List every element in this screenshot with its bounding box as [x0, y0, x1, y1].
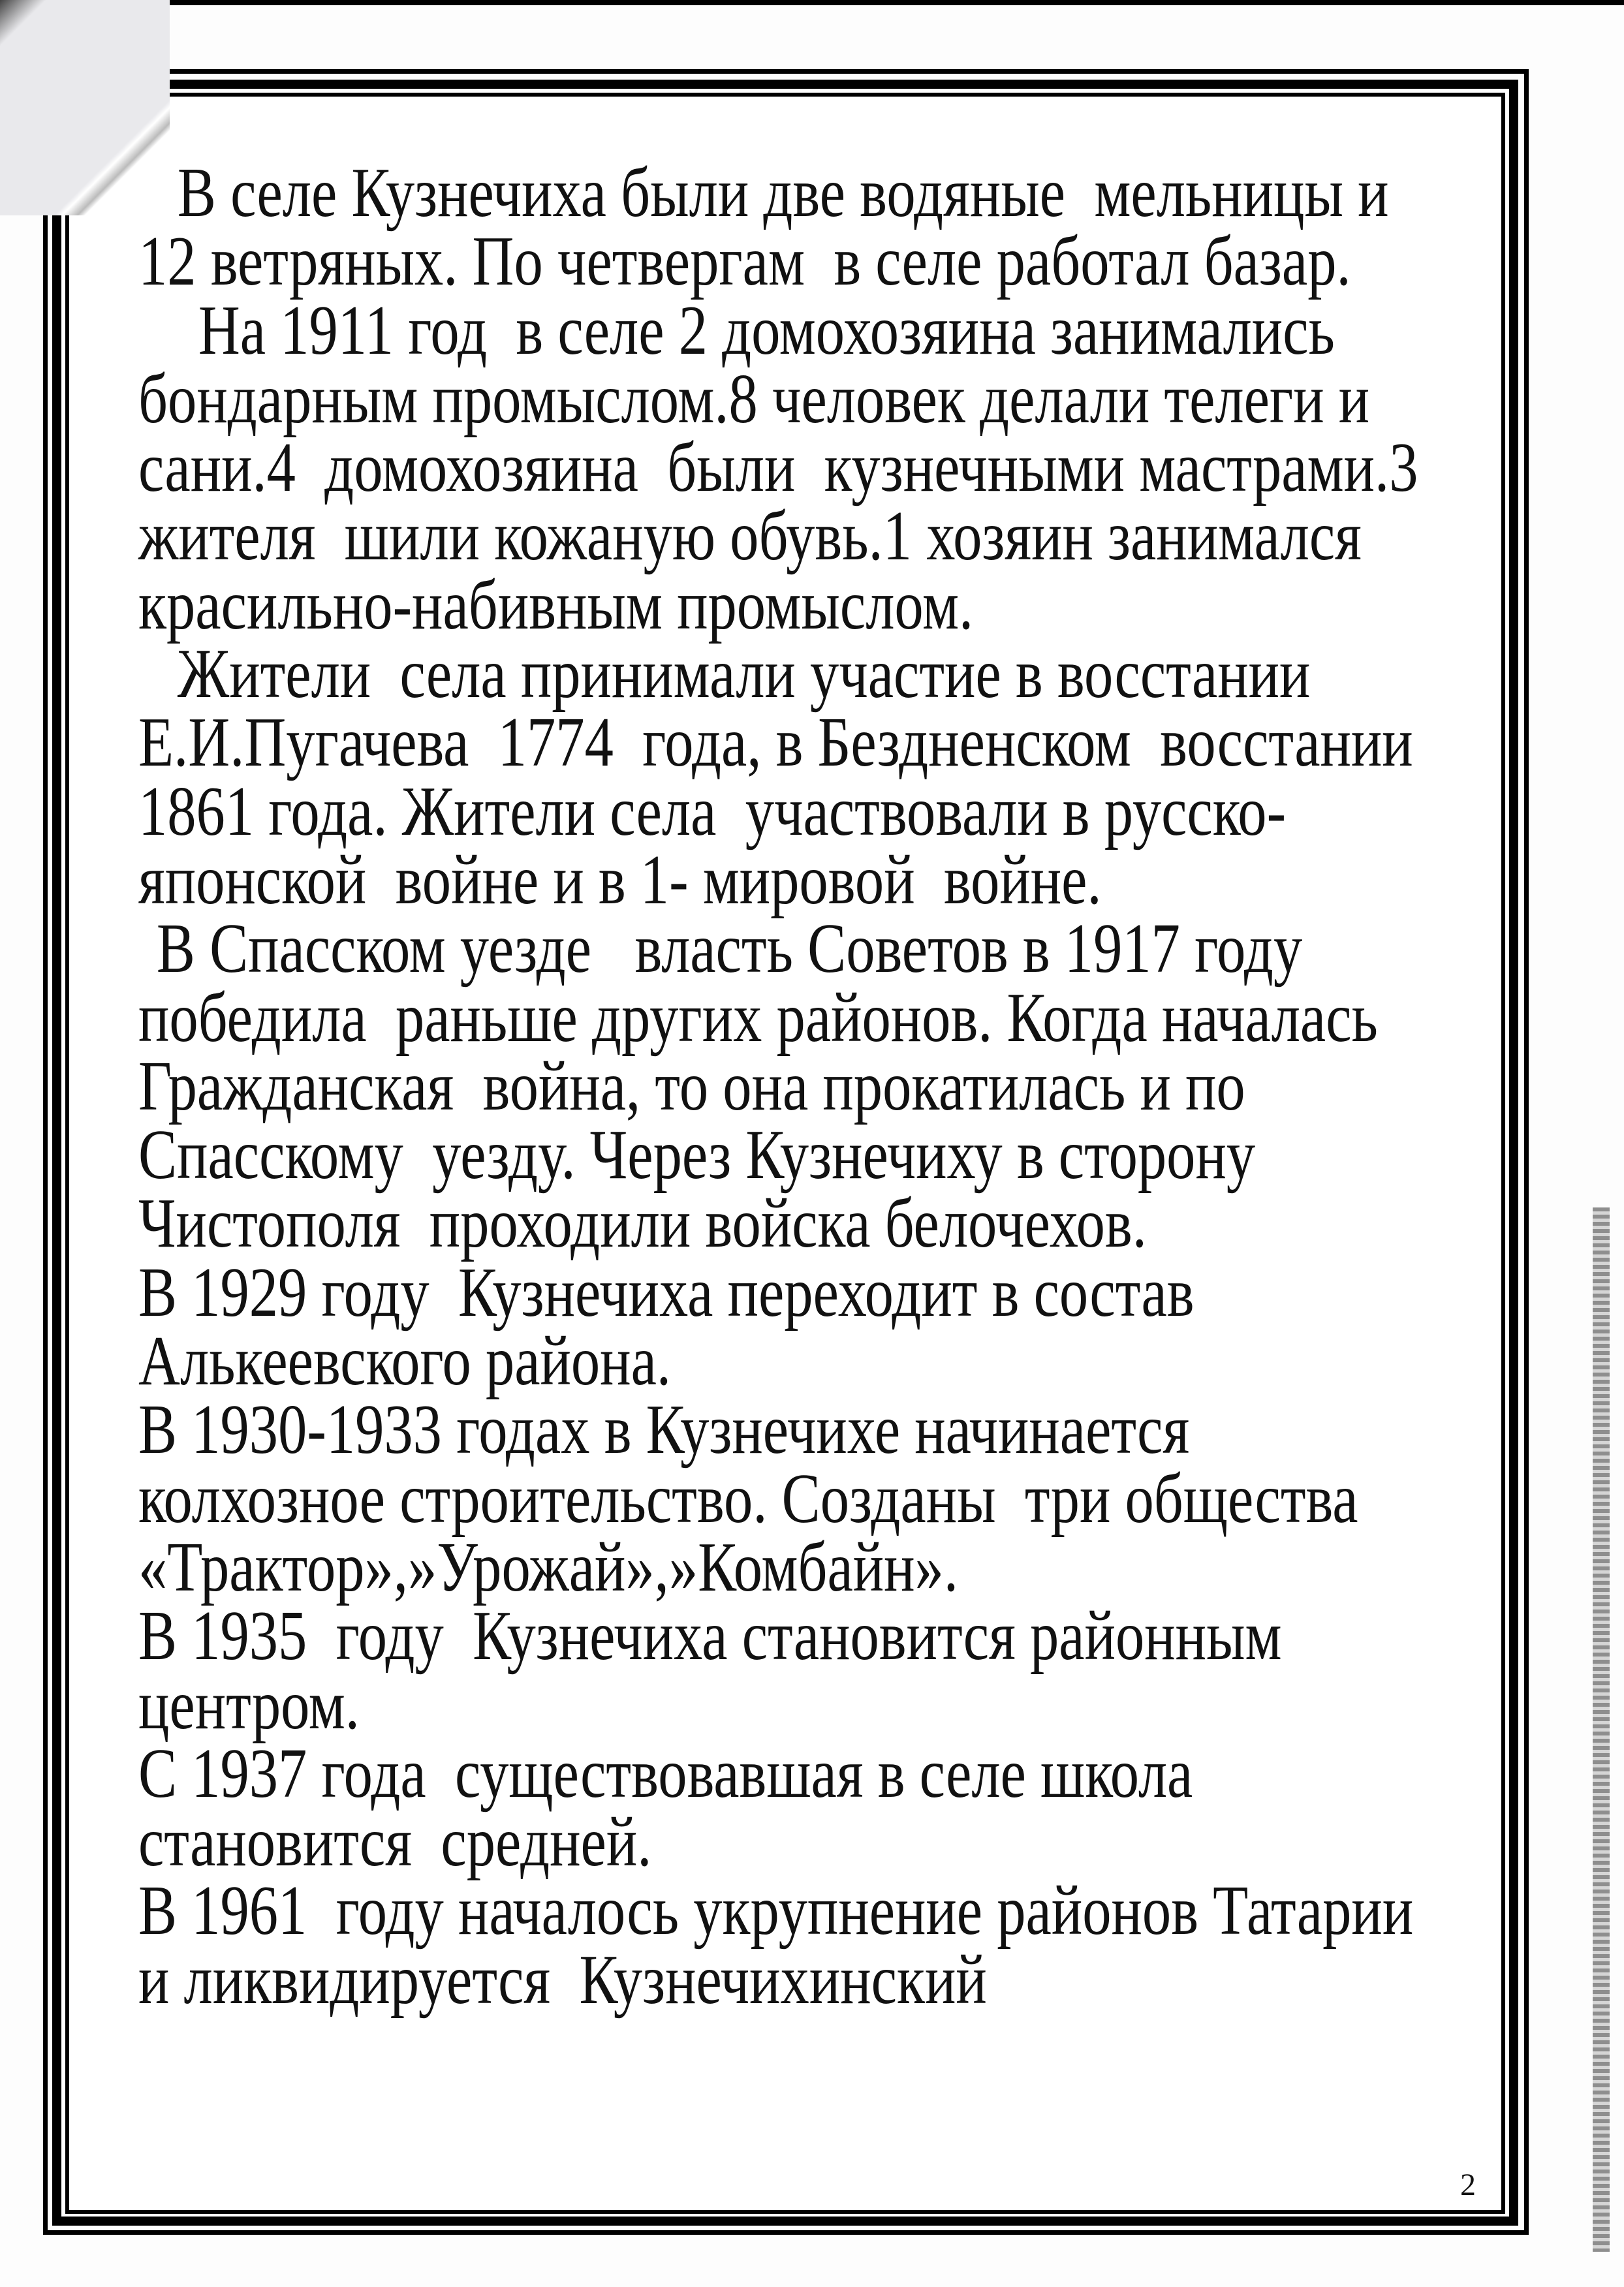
- text-line: сани.4 домохозяина были кузнечными мастрами.3: [138, 429, 1418, 507]
- text-line: и ликвидируется Кузнечихинский: [138, 1940, 987, 2019]
- text-line: Гражданская война, то она прокатилась и по: [138, 1047, 1245, 1125]
- text-line: Жители села принимали участие в восстании: [177, 635, 1311, 713]
- scan-top-edge: [0, 0, 1624, 5]
- text-line: В Спасском уезде власть Советов в 1917 году: [156, 910, 1303, 988]
- text-line: Е.И.Пугачева 1774 года, в Бездненском восстании: [138, 704, 1413, 782]
- scan-artifact: [1593, 1207, 1610, 2252]
- text-line: В 1961 году началось укрупнение районов Татарии: [138, 1872, 1414, 1950]
- text-line: центром.: [138, 1666, 360, 1744]
- text-line: победила раньше других районов. Когда началась: [138, 978, 1378, 1057]
- text-line: В 1929 году Кузнечиха переходит в состав: [138, 1253, 1195, 1331]
- text-line: жителя шили кожаную обувь.1 хозяин занимался: [138, 497, 1362, 576]
- text-line: колхозное строительство. Созданы три общества: [138, 1459, 1358, 1538]
- text-line: С 1937 года существовавшая в селе школа: [138, 1734, 1193, 1812]
- text-line: красильно-набивным промыслом.: [138, 566, 974, 644]
- text-line: 12 ветряных. По четвергам в селе работал базар.: [138, 223, 1351, 301]
- text-line: «Трактор»,»Урожай»,»Комбайн».: [138, 1528, 958, 1606]
- text-line: На 1911 год в селе 2 домохозяина занимались: [198, 291, 1335, 369]
- text-line: В 1930-1933 годах в Кузнечихе начинается: [138, 1391, 1190, 1469]
- text-line: японской войне и в 1- мировой войне.: [138, 841, 1102, 919]
- page-number: 2: [1460, 2168, 1476, 2202]
- body-text: [138, 154, 1509, 2019]
- text-line: Спасскому уезду. Через Кузнечиху в сторону: [138, 1116, 1256, 1194]
- text-line: становится средней.: [138, 1803, 652, 1882]
- text-line: Алькеевского района.: [138, 1322, 672, 1401]
- text-line: 1861 года. Жители села участвовали в русско-: [138, 772, 1287, 850]
- text-line: В селе Кузнечиха были две водяные мельницы и: [177, 154, 1389, 232]
- text-line: Чистополя проходили войска белочехов.: [138, 1185, 1147, 1263]
- text-line: бондарным промыслом.8 человек делали телеги и: [138, 360, 1370, 438]
- text-line: В 1935 году Кузнечиха становится районным: [138, 1597, 1282, 1675]
